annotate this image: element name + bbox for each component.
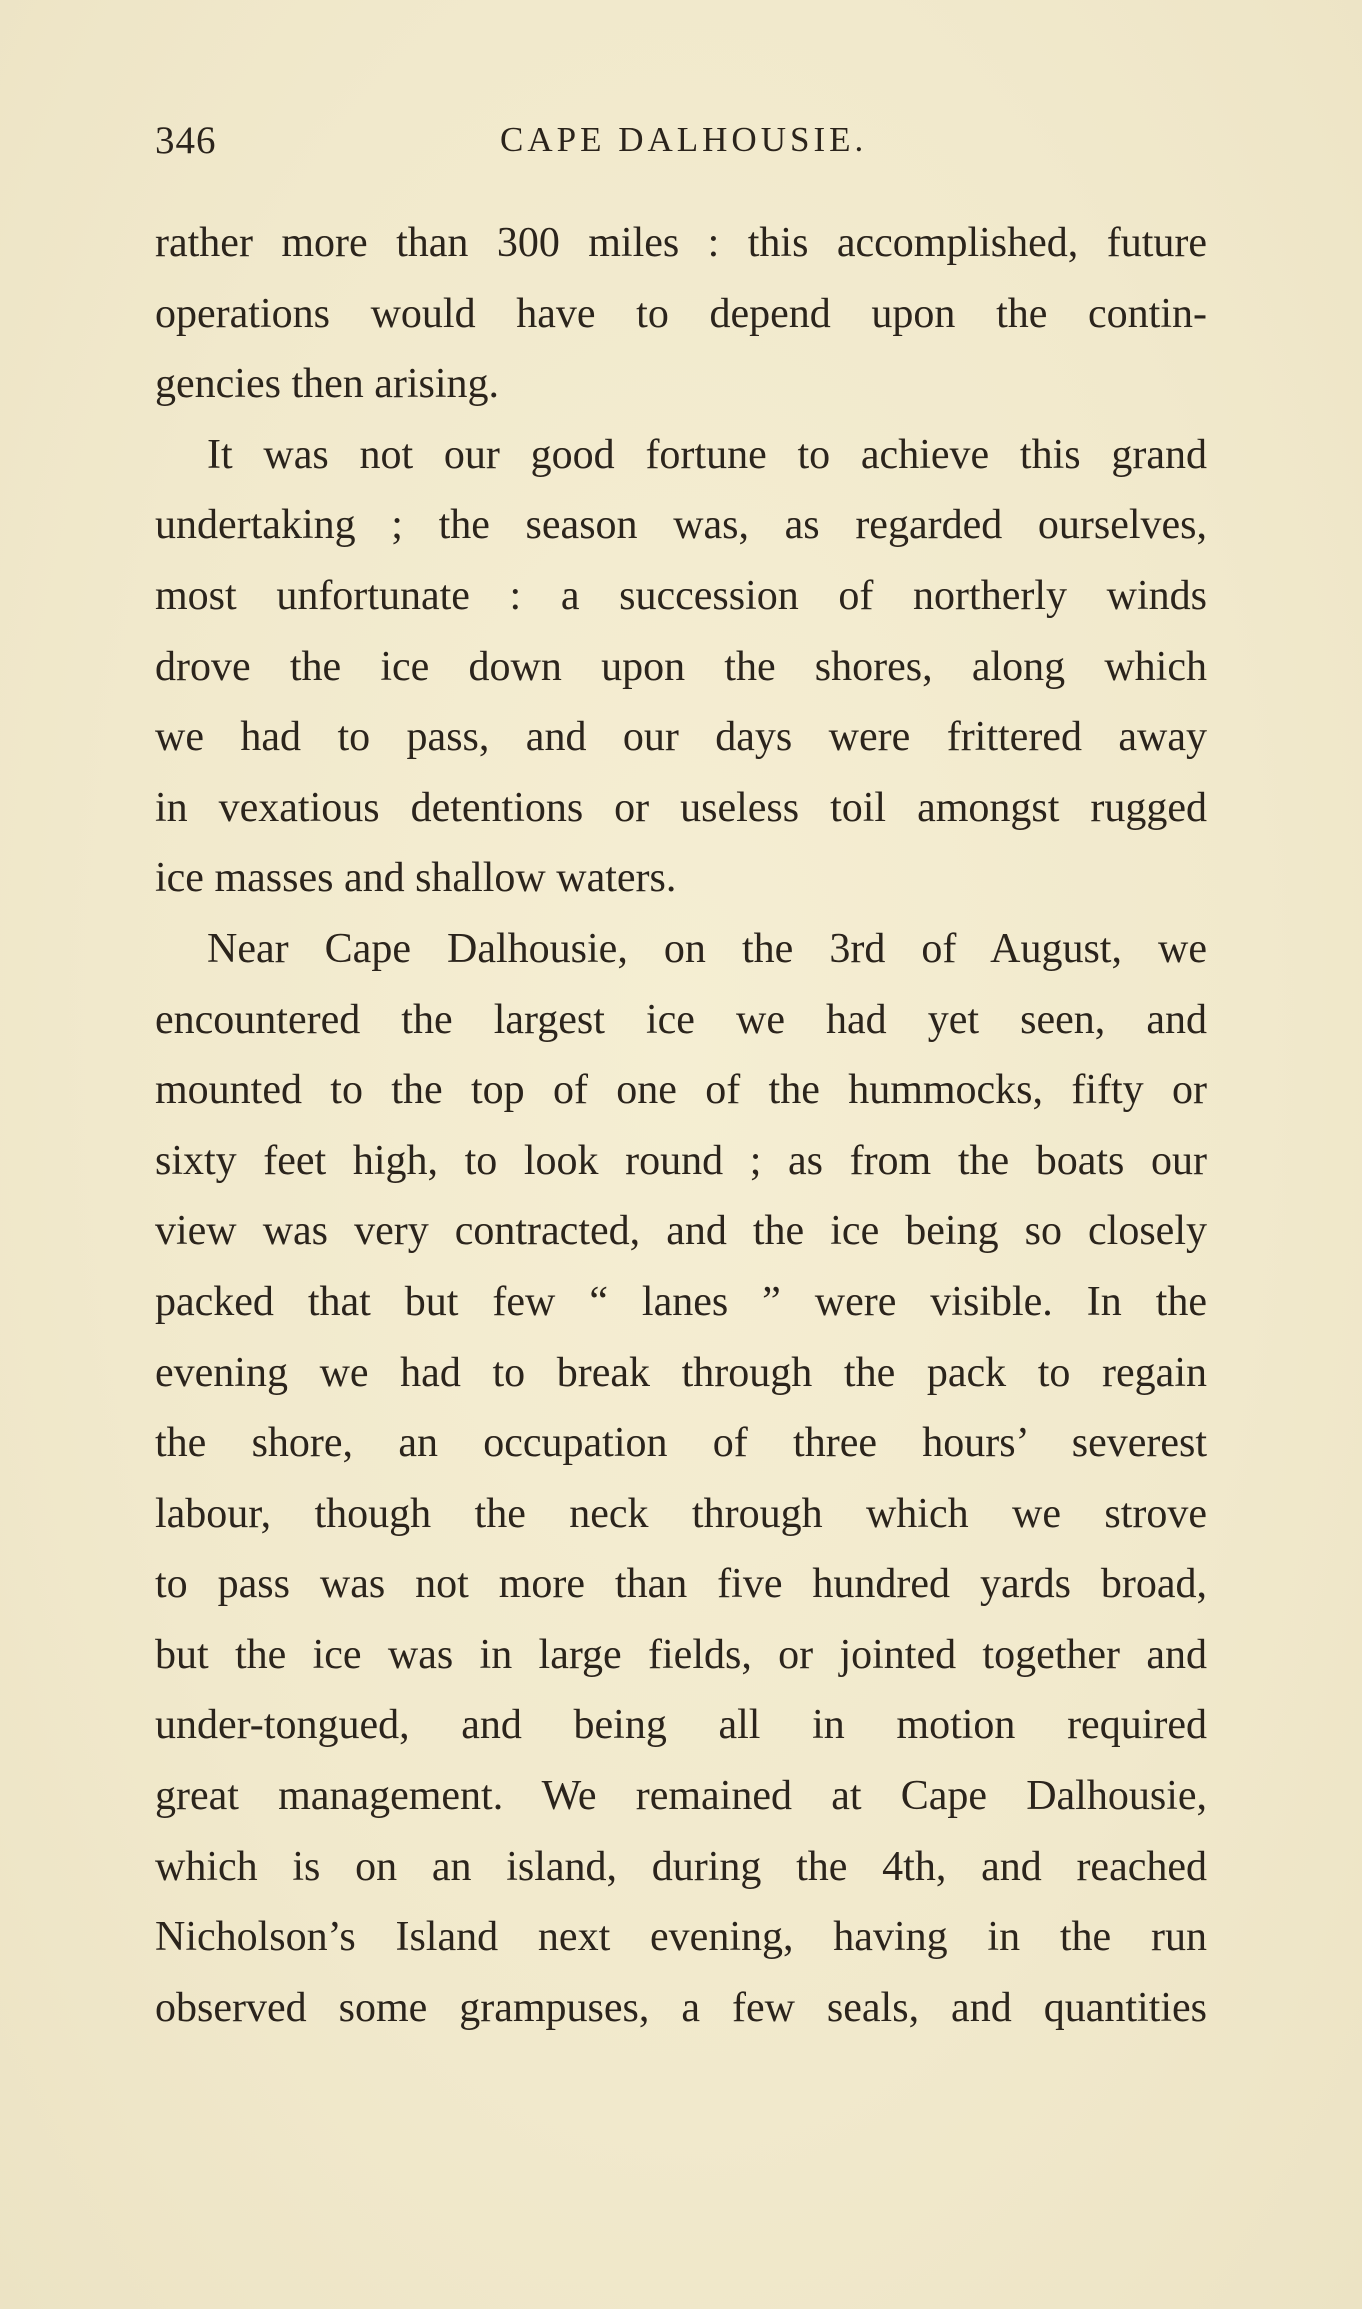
text-line: drove the ice down upon the shores, along which — [155, 643, 1207, 690]
text-line: but the ice was in large fields, or jointed together and — [155, 1631, 1207, 1678]
text-line: we had to pass, and our days were frittered away — [155, 714, 1207, 761]
text-line: sixty feet high, to look round ; as from the boats our — [155, 1137, 1207, 1184]
text-line: evening we had to break through the pack to regain — [155, 1349, 1207, 1396]
text-line: undertaking ; the season was, as regarded ourselves, — [155, 502, 1207, 549]
text-line: great management. We remained at Cape Dalhousie, — [155, 1773, 1207, 1820]
text-line: observed some grampuses, a few seals, and quantities — [155, 1984, 1207, 2031]
text-line: encountered the largest ice we had yet seen, and — [155, 996, 1207, 1043]
text-line: packed that but few “ lanes ” were visible. In the — [155, 1278, 1207, 1325]
text-line: ice masses and shallow waters. — [155, 855, 677, 902]
text-line: Nicholson’s Island next evening, having in the run — [155, 1914, 1207, 1961]
text-line: under-tongued, and being all in motion required — [155, 1702, 1207, 1749]
text-line: most unfortunate : a succession of northerly winds — [155, 572, 1207, 619]
text-line: rather more than 300 miles : this accomplished, future — [155, 220, 1207, 266]
running-title: CAPE DALHOUSIE. — [500, 120, 868, 159]
body-text — [155, 208, 1207, 2043]
page-number: 346 — [155, 119, 217, 162]
text-line: labour, though the neck through which we strove — [155, 1490, 1207, 1537]
running-head — [155, 118, 1207, 168]
text-line: in vexatious detentions or useless toil amongst rugged — [155, 784, 1207, 831]
text-line: gencies then arising. — [155, 361, 500, 408]
text-line: Near Cape Dalhousie, on the 3rd of August, we — [207, 925, 1207, 972]
text-line: It was not our good fortune to achieve this grand — [207, 431, 1207, 478]
text-line: the shore, an occupation of three hours’ severest — [155, 1420, 1207, 1467]
text-line: to pass was not more than five hundred yards broad, — [155, 1561, 1207, 1608]
text-line: mounted to the top of one of the hummocks, fifty or — [155, 1067, 1207, 1114]
text-line: which is on an island, during the 4th, and reached — [155, 1843, 1207, 1890]
text-line: operations would have to depend upon the contin- — [155, 290, 1207, 337]
text-line: view was very contracted, and the ice being so closely — [155, 1208, 1207, 1255]
